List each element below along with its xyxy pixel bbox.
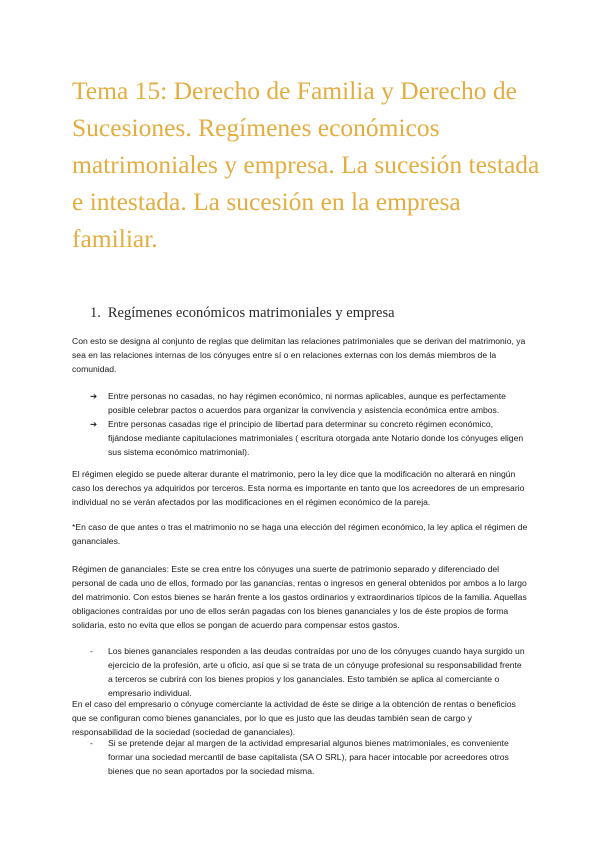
note-paragraph: *En caso de que antes o tras el matrimonio no se haga una elección del régimen económico, la ley aplica el régimen de gananciales. <box>72 522 528 546</box>
list-item-text: Si se pretende dejar al margen de la actividad empresarial algunos bienes matrimoniales, es conveniente formar una sociedad mercantil de base capitalista (SA O SRL), para hacer intocable por acreedores otros bienes que no sean aportados por la sociedad misma. <box>108 738 509 776</box>
list-item <box>72 736 528 778</box>
document-title: Tema 15: Derecho de Familia y Derecho de Sucesiones. Regímenes económicos matrimoniales y empresa. La sucesión testada e intestada. La sucesión en la empresa familiar. <box>72 76 540 253</box>
dash-list-1 <box>72 644 528 700</box>
arrow-bullet-icon: ➔ <box>90 391 98 401</box>
dash-bullet: - <box>90 738 93 748</box>
regimen-paragraph: El régimen elegido se puede alterar durante el matrimonio, pero la ley dice que la modificación no alterará en ningún caso los derechos ya adquiridos por terceros. Esta norma es importante en tanto que los acreedores de un empresario individual no se verán afectados por las modificaciones en el régimen económico de la pareja. <box>72 469 525 507</box>
section-heading-text: Regímenes económicos matrimoniales y empresa <box>107 305 395 321</box>
list-item <box>72 644 528 700</box>
list-item-text: Entre personas no casadas, no hay régimen económico, ni normas aplicables, aunque es perfectamente posible celebrar pactos o acuerdos para organizar la convivencia y asistencia económica entre ambos. <box>108 391 506 415</box>
dash-bullet: - <box>90 646 93 656</box>
empresario-paragraph: En el caso del empresario o cónyuge comerciante la actividad de éste se dirige a la obtención de rentas o beneficios que se configuran como bienes gananciales, por lo que es justo que las deudas también sean de cargo y responsabilidad de la sociedad (sociedad de gananciales). <box>72 699 516 737</box>
intro-paragraph: Con esto se designa al conjunto de reglas que delimitan las relaciones patrimoniales que se derivan del matrimonio, ya sea en las relaciones internas de los cónyuges entre sí o en relaciones externas con los demás miembros de la comunidad. <box>72 336 526 374</box>
gananciales-paragraph: Régimen de gananciales: Este se crea entre los cónyuges una suerte de patrimonio separado y diferenciado del personal de cada uno de ellos, formado por las ganancias, rentas o ingresos en general obtenidos por ambos a lo largo del matrimonio. Con estos bienes se harán frente a los gastos ordinarios y extraordinarios típicos de la familia. Aquellas obligaciones contraídas por uno de ellos serán pagadas con los bienes gananciales y los de éste propios de forma solidaria, esto no evita que ellos se pongan de acuerdo para compensar estos gastos. <box>72 564 527 630</box>
dash-list-2 <box>72 736 528 778</box>
arrow-bullet-icon: ➔ <box>90 419 98 429</box>
list-item <box>72 389 528 417</box>
section-number: 1. <box>90 305 101 321</box>
list-item-text: Entre personas casadas rige el principio de libertad para determinar su concreto régimen económico, fijándose mediante capitulaciones matrimoniales ( escritura otorgada ante Notario donde los cónyuges eligen sus sistema económico matrimonial). <box>108 419 524 457</box>
section-heading <box>90 305 550 322</box>
arrow-list <box>72 389 528 459</box>
list-item <box>72 417 528 459</box>
list-item-text: Los bienes gananciales responden a las deudas contraídas por uno de los cónyuges cuando haya surgido un ejercicio de la profesión, arte u oficio, así que si se trata de un cónyuge profesional su responsabilidad frente a terceros se cubrirá con los bienes propios y los gananciales. Esto también se aplica al comerciante o empresario individual. <box>108 646 525 698</box>
